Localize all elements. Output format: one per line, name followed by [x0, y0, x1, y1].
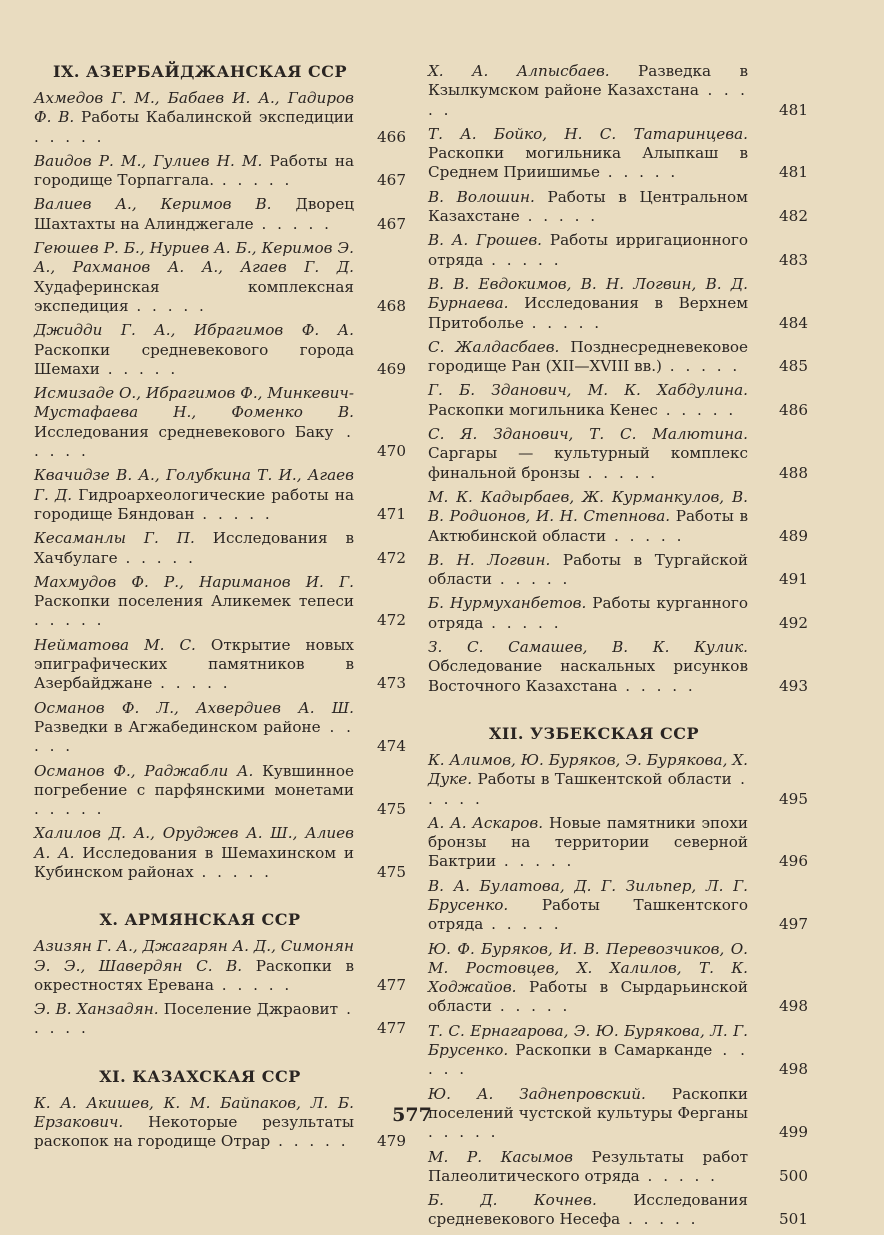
toc-entry — [34, 239, 406, 316]
entry-title: Результаты работ Палеолитического отряда — [428, 1147, 749, 1185]
toc-entry — [428, 187, 808, 227]
entry-page: 472 — [377, 611, 406, 630]
entry-authors: Ю. А. Заднепровский. — [428, 1084, 646, 1103]
leader-dots: . . . . . — [253, 214, 332, 233]
entry-title: Новые памятники эпохи бронзы на территории северной Бактрии — [428, 813, 749, 871]
section-heading: X. АРМЯНСКАЯ ССР — [99, 910, 301, 930]
toc-entry — [34, 1000, 406, 1039]
toc-entry — [34, 762, 406, 820]
entry-title: Работы в Ташкентской области — [477, 770, 732, 789]
leader-dots: . . . . . — [99, 359, 179, 378]
entry-title: Кувшинное погребение с парфянскими монетами — [34, 761, 355, 799]
entry-authors: Джидди Г. А., Ибрагимов Ф. А. — [34, 321, 354, 340]
entry-page: 471 — [377, 504, 406, 523]
entry-page: 475 — [377, 862, 406, 881]
leader-dots: . . . . . — [214, 171, 293, 190]
entry-title: Раскопки могильника Кенес — [428, 400, 658, 419]
right-column — [428, 62, 808, 1235]
toc-entry — [428, 124, 808, 183]
entry-page: 483 — [779, 250, 808, 269]
entry-title: Работы в Сырдарьинской области — [428, 978, 749, 1016]
entry-page: 484 — [779, 313, 808, 332]
entry-page: 486 — [779, 400, 808, 419]
entry-title: Гидроархеологические работы на городище Бяндован — [34, 485, 355, 523]
leader-dots: . . . . . — [492, 570, 571, 589]
section-heading: XII. УЗБЕКСКАЯ ССР — [489, 723, 699, 743]
toc-entry — [428, 876, 808, 935]
leader-dots: . . . . . — [128, 296, 207, 315]
entry-authors: Т. С. Ернагарова, Э. Ю. Бурякова, Л. Г. Брусенко. — [428, 1021, 748, 1060]
toc-entry — [428, 594, 808, 633]
leader-dots: . . . . . — [428, 81, 749, 119]
leader-dots: . . . . . — [483, 613, 562, 632]
entry-page: 497 — [779, 915, 808, 934]
leader-dots: . . . . . — [606, 526, 685, 545]
entry-page: 479 — [377, 1132, 406, 1151]
entry-title: Раскопки в окрестностях Еревана — [34, 956, 355, 994]
entry-title: Раскопки в Самарканде — [515, 1041, 713, 1060]
toc-entry — [428, 750, 808, 809]
leader-dots: . . . . . — [519, 207, 599, 226]
entry-title: Дворец Шахтахты на Алинджегале — [34, 195, 354, 233]
toc-entry — [428, 550, 808, 590]
entry-authors: Махмудов Ф. Р., Нариманов И. Г. — [34, 572, 354, 591]
toc-entry — [34, 152, 406, 191]
entry-authors: Исмизаде О., Ибрагимов Ф., Минкевич-Мустафаева Н., Фоменко В. — [34, 384, 354, 422]
entry-page: 466 — [377, 127, 406, 146]
entry-authors: З. С. Самашев, В. К. Кулик. — [428, 638, 748, 657]
toc-entry — [34, 195, 406, 234]
toc-entry — [34, 384, 406, 461]
entry-authors: Османов Ф., Раджабли А. — [34, 761, 254, 780]
leader-dots: . . . . . — [428, 1123, 499, 1142]
leader-dots: . . . . . — [213, 975, 293, 994]
entry-page: 481 — [779, 100, 808, 119]
toc-entry — [34, 466, 406, 524]
leader-dots: . . . . . — [428, 1041, 749, 1079]
entry-page: 495 — [779, 789, 808, 808]
entry-page: 492 — [779, 613, 808, 632]
entry-page: 482 — [779, 207, 808, 226]
entry-page: 467 — [377, 214, 406, 233]
leader-dots: . . . . . — [617, 676, 696, 695]
entry-authors: К. Алимов, Ю. Буряков, Э. Бурякова, Х. Дуке. — [428, 750, 748, 789]
entry-authors: Ю. Ф. Буряков, И. В. Перевозчиков, О. М. Ростовцев, Х. Халилов, Т. К. Ходжайов. — [428, 939, 748, 997]
entry-authors: В. В. Евдокимов, В. Н. Логвин, В. Д. Бурнаева. — [428, 274, 748, 313]
entry-title: Худаферинская комплексная экспедиция — [34, 277, 354, 315]
entry-page: 474 — [377, 737, 406, 756]
entry-authors: М. К. Кадырбаев, Ж. Курманкулов, В. В. Родионов, И. Н. Степнова. — [428, 487, 748, 526]
toc-entry — [428, 1147, 808, 1187]
leader-dots: . . . . . — [657, 400, 737, 419]
leader-dots: . . . . . — [496, 852, 575, 871]
entry-title: Раскопки поселений чустской культуры Ферганы — [428, 1084, 749, 1122]
entry-authors: В. Н. Логвин. — [428, 550, 551, 569]
leader-dots: . . . . . — [34, 800, 105, 819]
leader-dots: . . . . . — [428, 770, 749, 808]
toc-entry — [428, 487, 808, 546]
entry-authors: Ваидов Р. М., Гулиев Н. М. — [34, 151, 263, 170]
leader-dots: . . . . . — [34, 422, 354, 461]
entry-title: Работы ирригационного отряда — [428, 231, 748, 269]
entry-title: Работы курганного отряда — [428, 594, 749, 632]
entry-title: Работы в Актюбинской области — [428, 507, 748, 545]
leader-dots: . . . . . — [152, 674, 231, 693]
entry-authors: Валиев А., Керимов В. — [34, 195, 272, 214]
leader-dots: . . . . . — [492, 997, 571, 1016]
entry-authors: Кесаманлы Г. П. — [34, 529, 195, 548]
leader-dots: . . . . . — [661, 357, 741, 376]
entry-page: 488 — [779, 463, 808, 482]
leader-dots: . . . . . — [483, 250, 562, 269]
entry-page: 468 — [377, 296, 406, 315]
entry-authors: Т. А. Бойко, Н. С. Татаринцева. — [428, 124, 748, 143]
entry-authors: Б. Д. Кочнев. — [428, 1191, 597, 1210]
toc-entry — [34, 636, 406, 694]
toc-entry — [428, 638, 808, 696]
leader-dots: . . . . . — [194, 504, 273, 523]
toc-entry — [428, 939, 808, 1017]
section-heading: XI. КАЗАХСКАЯ ССР — [99, 1066, 301, 1086]
leader-dots: . . . . . — [34, 611, 105, 630]
entry-page: 498 — [779, 997, 808, 1016]
entry-title: Позднесредневековое городище Ран (XII—XVIII вв.) — [428, 337, 749, 376]
entry-page: 470 — [377, 442, 406, 461]
entry-page: 477 — [377, 1019, 406, 1038]
toc-entry — [34, 699, 406, 757]
entry-authors: Османов Ф. Л., Ахвердиев А. Ш. — [34, 698, 354, 717]
entry-title: Раскопки могильника Алыпкаш в Среднем Приишимье — [428, 144, 748, 182]
entry-title: Работы в Центральном Казахстане — [428, 187, 748, 226]
entry-page: 493 — [779, 676, 808, 695]
entry-page: 475 — [377, 800, 406, 819]
entry-authors: С. Я. Зданович, Т. С. Малютина. — [428, 425, 748, 444]
entry-title: Исследования в Верхнем Притоболье — [428, 294, 749, 332]
entry-title: Обследование наскальных рисунков Восточного Казахстана — [428, 657, 748, 695]
toc-entry — [428, 62, 808, 120]
left-column — [34, 62, 406, 1157]
toc-entry — [34, 89, 406, 147]
leader-dots: . . . . . — [620, 1210, 699, 1229]
entry-authors: Нейматова М. С. — [34, 635, 196, 654]
entry-authors: Квачидзе В. А., Голубкина Т. И., Агаев Г. Д. — [34, 466, 354, 504]
toc-entry — [428, 1191, 808, 1230]
toc-entry — [34, 937, 406, 995]
entry-page: 499 — [779, 1123, 808, 1142]
entry-page: 489 — [779, 526, 808, 545]
entry-title: Разведки в Агжабединском районе — [34, 717, 321, 736]
entry-title: Исследования в Хачбулаге — [34, 529, 355, 567]
entry-authors: С. Жалдасбаев. — [428, 337, 560, 356]
entry-title: Открытие новых эпиграфических памятников в Азербайджане — [34, 635, 354, 693]
entry-title: Поселение Джраовит — [163, 1000, 338, 1019]
entry-title: Разведка в Кзылкумском районе Казахстана — [428, 62, 749, 100]
entry-page: 491 — [779, 570, 808, 589]
page-number: 577 — [392, 1104, 432, 1126]
toc-entry — [428, 274, 808, 333]
entry-title: Исследования в Шемахинском и Кубинском районах — [34, 843, 354, 881]
toc-entry — [34, 573, 406, 631]
entry-authors: К. А. Акишев, К. М. Байпаков, Л. Б. Ерзакович. — [34, 1093, 354, 1132]
leader-dots: . . . . . — [34, 717, 354, 756]
leader-dots: . . . . . — [523, 313, 603, 332]
entry-title: Раскопки средневекового города Шемахи — [34, 340, 354, 378]
entry-authors: Х. А. Алпысбаев. — [428, 62, 610, 80]
entry-page: 467 — [377, 171, 406, 190]
entry-title: Работы Кабалинской экспедиции — [81, 108, 354, 127]
entry-authors: Геюшев Р. Б., Нуриев А. Б., Керимов Э. А., Рахманов А. А., Агаев Г. Д. — [34, 239, 354, 277]
entry-title: Некоторые результаты раскопок на городище Отрар — [34, 1113, 354, 1151]
entry-title: Исследования средневекового Несефа — [428, 1191, 749, 1229]
entry-authors: В. А. Грошев. — [428, 231, 542, 250]
entry-authors: Ахмедов Г. М., Бабаев И. А., Гадиров Ф. В. — [34, 89, 354, 127]
toc-entry — [34, 824, 406, 882]
leader-dots: . . . . . — [34, 127, 105, 146]
toc-entry — [428, 231, 808, 270]
entry-authors: Азизян Г. А., Джагарян А. Д., Симонян Э. Э., Шавердян С. В. — [34, 937, 354, 975]
leader-dots: . . . . . — [483, 915, 562, 934]
entry-page: 496 — [779, 852, 808, 871]
leader-dots: . . . . . — [599, 163, 679, 182]
toc-entry — [428, 337, 808, 377]
section-heading: IX. АЗЕРБАЙДЖАНСКАЯ ССР — [52, 62, 348, 81]
entry-page: 473 — [377, 674, 406, 693]
leader-dots: . . . . . — [270, 1132, 349, 1151]
toc-entry — [34, 321, 406, 379]
entry-authors: В. А. Булатова, Д. Г. Зильпер, Л. Г. Брусенко. — [428, 876, 748, 914]
entry-page: 472 — [377, 548, 406, 567]
entry-authors: М. Р. Касымов — [428, 1147, 573, 1166]
toc-entry — [428, 813, 808, 872]
entry-page: 485 — [779, 357, 808, 376]
entry-title: Работы в Тургайской области — [428, 550, 748, 589]
toc-entry — [428, 381, 808, 420]
entry-title: Саргары — культурный комплекс финальной бронзы — [428, 444, 748, 482]
entry-title: Раскопки поселения Аликемек тепеси — [34, 592, 354, 611]
entry-authors: А. А. Аскаров. — [428, 813, 544, 832]
entry-authors: Э. В. Ханзадян. — [34, 1000, 159, 1019]
entry-title: Работы Ташкентского отряда — [428, 895, 748, 934]
entry-page: 469 — [377, 359, 406, 378]
leader-dots: . . . . . — [34, 1000, 354, 1038]
toc-entry — [34, 529, 406, 568]
leader-dots: . . . . . — [639, 1166, 719, 1185]
leader-dots: . . . . . — [579, 463, 659, 482]
toc-entry — [428, 425, 808, 483]
entry-authors: В. Волошин. — [428, 187, 535, 206]
entry-page: 481 — [779, 163, 808, 182]
toc-entry — [428, 1021, 808, 1080]
entry-authors: Г. Б. Зданович, М. К. Хабдулина. — [428, 381, 748, 400]
entry-title: Исследования средневекового Баку — [34, 422, 334, 441]
entry-page: 477 — [377, 975, 406, 994]
leader-dots: . . . . . — [193, 862, 272, 881]
entry-page: 498 — [779, 1060, 808, 1079]
entry-title: Работы на городище Торпаггала. — [34, 151, 354, 190]
entry-page: 500 — [779, 1166, 808, 1185]
entry-authors: Халилов Д. А., Оруджев А. Ш., Алиев А. А. — [34, 824, 354, 862]
leader-dots: . . . . . — [117, 548, 196, 567]
entry-authors: Б. Нурмуханбетов. — [428, 594, 587, 613]
entry-page: 501 — [779, 1210, 808, 1229]
